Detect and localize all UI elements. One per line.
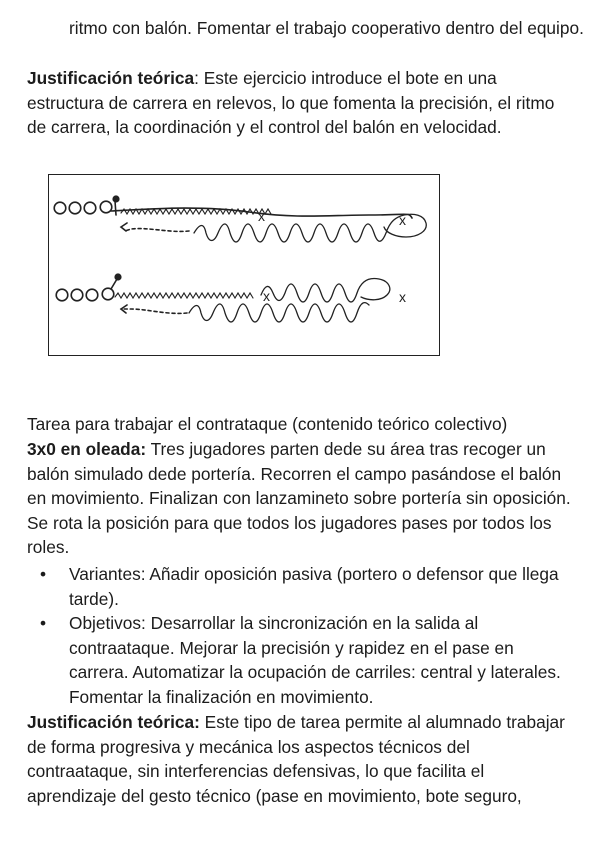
justification-label: Justificación teórica [27,68,195,88]
dribble-wave-return [194,214,426,242]
cone-mark: x [399,212,406,228]
player-icon [84,202,96,214]
justification-paragraph-1 [27,66,575,140]
player-icon [71,289,83,301]
continuation-text: ritmo con balón. Fomentar el trabajo cooperativo dentro del equipo. [69,18,584,38]
player-with-ball-icon [102,288,114,300]
player-icon [86,289,98,301]
ball-line [115,201,116,215]
cone-mark: x [258,208,265,224]
list-item-text: Variantes: Añadir oposición pasiva (portero o defensor que llega tarde). [69,564,559,609]
relay-diagram-drawing [49,175,438,354]
list-item-text: Objetivos: Desarrollar la sincronización en la salida al contraataque. Mejorar la precisión y rapidez en el pase en carrera. Automatizar la ocupación de carriles: central y laterales. Fomentar la finalización en movimiento. [69,613,561,707]
dribble-wave-return [189,303,369,322]
section-heading: Tarea para trabajar el contrataque (contenido teórico colectivo) [27,414,508,434]
bullet-icon: • [40,613,47,633]
task-paragraph [27,437,575,560]
player-icon [54,202,66,214]
task-label: 3x0 en oleada: [27,439,147,459]
justification-label: Justificación teórica: [27,712,200,732]
dribble-wave-out [261,279,390,302]
player-icon [69,202,81,214]
justification-text: : Este ejercicio introduce el bote en una estructura de carrera en relevos, lo que fomenta la precisión, el ritmo de carrera, la coordinación y el control del balón en velocidad. [27,68,555,138]
relay-diagram [48,174,440,356]
return-path-dashed [121,309,187,313]
ball-line [111,279,117,289]
return-path-dashed [125,229,189,232]
list-item [27,611,577,709]
justification-text: Este tipo de tarea permite al alumnado trabajar de forma progresiva y mecánica los aspectos técnicos del contraataque, sin interferencias defensivas, lo que facilita el aprendizaje del gesto técnico (pase en movimiento, bote seguro, [27,712,565,806]
player-with-ball-icon [100,201,112,213]
task-text: Tres jugadores parten dede su área tras recoger un balón simulado dede portería. Recorren el campo pasándose el balón en movimiento. Finalizan con lanzamineto sobre portería sin oposición. Se rota la posición para que todos los jugadores pases por todos los roles. [27,439,571,558]
ball-icon [115,274,121,280]
justification-paragraph-2 [27,710,575,808]
cone-mark: x [263,288,270,304]
player-icon [56,289,68,301]
ball-icon [113,196,119,202]
cone-mark: x [399,289,406,305]
dribble-zigzag [115,293,253,298]
bullet-icon: • [40,564,47,584]
list-item [27,562,577,611]
